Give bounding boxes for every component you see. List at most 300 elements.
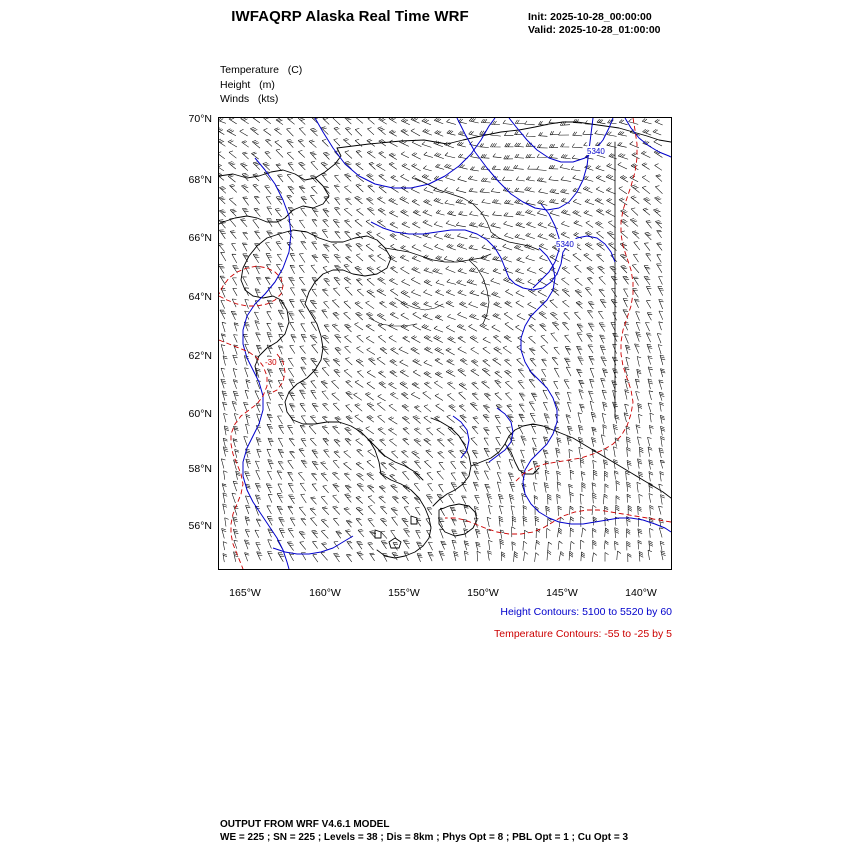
wind-barb (424, 152, 433, 158)
wind-barb (401, 245, 409, 251)
wind-barb (367, 403, 375, 411)
wind-barb (634, 242, 640, 250)
wind-barb (367, 290, 375, 298)
wind-barb (219, 152, 225, 159)
wind-barb (377, 403, 385, 411)
wind-barb (645, 232, 652, 240)
temp-label-1: -30 (265, 358, 277, 367)
wind-barb (648, 379, 653, 389)
wind-barb (605, 484, 609, 493)
wind-barb (518, 381, 524, 389)
wind-barb (536, 540, 540, 549)
wind-barb (649, 494, 653, 503)
wind-barb (482, 368, 490, 376)
wind-barb (491, 278, 501, 284)
wind-barb (526, 255, 535, 261)
wind-barb (569, 449, 573, 458)
wind-barb (454, 552, 459, 561)
wind-barb (517, 257, 525, 263)
wind-barb (287, 140, 294, 148)
wind-barb (604, 541, 608, 550)
wind-barb (458, 176, 467, 181)
wind-barb (537, 166, 547, 170)
wind-barb (279, 405, 283, 413)
wind-barb (497, 482, 501, 492)
wind-barb (646, 287, 651, 296)
wind-barb (278, 346, 283, 355)
wind-barb (601, 357, 607, 366)
wind-barb (599, 323, 605, 332)
wind-barb (356, 312, 363, 320)
wind-barb (379, 174, 387, 181)
wind-barb (332, 300, 339, 308)
wind-barb (411, 392, 420, 399)
wind-barb (278, 310, 284, 319)
wind-barb (558, 528, 563, 537)
wind-barb (566, 367, 571, 376)
wind-barb (381, 462, 387, 469)
wind-barb (458, 164, 468, 169)
wind-barb (367, 267, 375, 275)
wind-barb (333, 219, 340, 227)
wind-barb (228, 162, 235, 170)
wind-barb (321, 162, 328, 170)
wind-barb (268, 494, 272, 502)
wind-barb (458, 347, 467, 354)
wind-barb (300, 346, 306, 354)
wind-barb (578, 425, 583, 434)
wind-barb (244, 436, 248, 446)
wind-barb (562, 289, 570, 297)
wind-barb (504, 335, 512, 342)
wind-barb (299, 265, 304, 273)
wind-barb (484, 448, 490, 457)
wind-barb (333, 403, 339, 411)
wind-barb (356, 347, 363, 354)
wind-barb (356, 243, 363, 251)
wind-barb (434, 153, 444, 159)
wind-barb (312, 450, 318, 458)
wind-barb (333, 244, 339, 251)
wind-barb (514, 552, 518, 562)
wind-barb (378, 371, 385, 378)
wind-barb (334, 185, 340, 193)
wind-barb (345, 287, 352, 296)
wind-barb (595, 221, 603, 228)
wind-barb (311, 186, 317, 193)
wind-barb (357, 483, 364, 491)
wind-barb (427, 473, 433, 481)
wind-barb (322, 543, 328, 550)
wind-barb (344, 301, 351, 309)
wind-barb (245, 368, 249, 377)
wind-barb (236, 471, 241, 480)
wind-barb (481, 154, 490, 158)
wind-barb (548, 494, 552, 504)
wind-barb (224, 413, 228, 422)
wind-barb (424, 371, 432, 377)
wind-barb (589, 356, 595, 365)
wind-barb (233, 517, 238, 527)
wind-barb (288, 529, 294, 538)
wind-barb (621, 265, 628, 273)
wind-barb (515, 200, 524, 205)
wind-barb (581, 517, 585, 527)
wind-barb (646, 333, 651, 342)
wind-barb (310, 300, 317, 309)
wind-barb (445, 200, 455, 205)
wind-barb (504, 233, 513, 239)
wind-barb (575, 278, 583, 286)
wind-barb (480, 323, 489, 330)
wind-barb (555, 393, 560, 401)
wind-barb (287, 174, 293, 182)
wind-barb (313, 555, 318, 563)
wind-barb (646, 221, 652, 229)
wind-barb (345, 198, 351, 205)
wind-barb (487, 530, 491, 540)
wind-barb (644, 266, 650, 275)
wind-barb (501, 552, 505, 561)
wind-barb (482, 199, 491, 204)
wind-barb (377, 233, 385, 240)
wind-barb (580, 404, 585, 412)
y-tick-label-64n: 64°N (188, 291, 212, 303)
wind-barb (265, 139, 272, 146)
wind-barb (344, 336, 351, 343)
wind-barb (379, 496, 386, 503)
wind-barb (277, 506, 283, 514)
wind-barb (368, 118, 375, 124)
wind-barb (366, 324, 375, 331)
wind-barb (245, 390, 249, 399)
wind-barb (550, 189, 559, 194)
wind-barb (389, 439, 396, 446)
wind-barb (402, 496, 409, 504)
wind-barb (422, 119, 431, 125)
wind-barb (626, 437, 630, 447)
wind-barb (606, 188, 616, 194)
wind-barb (334, 439, 340, 446)
wind-barb (479, 268, 488, 274)
wind-barb (469, 268, 478, 273)
wind-barb (424, 347, 432, 353)
wind-barb (345, 494, 352, 503)
wind-barb (552, 357, 558, 365)
wind-barb (496, 404, 502, 411)
wind-barb (324, 450, 330, 458)
wind-barb (321, 496, 328, 504)
wind-barb (469, 118, 479, 123)
wind-barb (472, 451, 478, 459)
wind-barb (642, 163, 650, 170)
wind-barb (254, 208, 260, 216)
wind-barb (379, 151, 386, 158)
wind-barb (550, 300, 558, 308)
wind-barb (574, 312, 580, 320)
wind-barb (265, 277, 270, 285)
wind-barb (459, 383, 467, 390)
wind-barb (268, 438, 274, 446)
wind-barb (577, 333, 582, 342)
wind-barb (438, 451, 445, 458)
wind-barb (402, 222, 410, 228)
wind-barb (412, 302, 420, 308)
wind-barb (581, 472, 585, 481)
wind-barb (222, 484, 227, 493)
wind-barb (423, 392, 431, 400)
wind-barb (310, 508, 316, 516)
map-plot-area[interactable] (218, 117, 672, 570)
wind-barb (356, 279, 362, 286)
wind-barb (492, 199, 501, 204)
wind-barb (346, 391, 353, 399)
wind-barb (428, 484, 433, 491)
wind-barb (579, 390, 584, 400)
wind-barb (585, 231, 593, 238)
wind-barb (484, 438, 488, 446)
wind-barb (505, 393, 511, 401)
wind-barb (299, 128, 305, 136)
wind-barb (321, 473, 328, 481)
wind-barb (628, 506, 632, 516)
wind-barb (638, 529, 642, 538)
wind-barb (414, 428, 421, 435)
wind-barb (529, 348, 535, 355)
wind-barb (411, 277, 420, 284)
wind-barb (243, 334, 248, 343)
wind-barb (234, 323, 239, 332)
wind-barb (289, 300, 294, 308)
wind-barb (298, 472, 304, 480)
wind-barb (356, 150, 362, 157)
wind-barb (600, 299, 606, 307)
wind-barb (252, 118, 260, 123)
wind-barb (576, 301, 583, 308)
wind-barb (245, 496, 249, 504)
wind-barb (650, 505, 654, 515)
wind-barb (446, 175, 455, 181)
wind-barb (521, 436, 527, 446)
wind-barb (649, 426, 653, 435)
wind-barb (401, 186, 409, 193)
wind-barb (464, 541, 469, 550)
wind-barb (439, 485, 444, 493)
wind-barb (344, 174, 351, 182)
wind-barb (346, 380, 353, 387)
wind-barb (472, 393, 478, 400)
footer-line-1: OUTPUT FROM WRF V4.6.1 MODEL (220, 819, 390, 830)
wind-barb (605, 528, 609, 537)
wind-barb (267, 219, 273, 227)
wind-barb (613, 425, 618, 435)
wind-barb (502, 177, 512, 181)
wind-barb (355, 128, 362, 136)
wind-barb (458, 368, 466, 376)
wind-barb (257, 552, 263, 561)
x-tick-label-145w: 145°W (546, 587, 578, 599)
wind-barb (279, 358, 285, 367)
wind-barb (389, 463, 397, 471)
wind-barb (413, 359, 422, 366)
wind-barb (470, 402, 478, 410)
wind-barb (311, 497, 317, 504)
wind-barb (636, 391, 640, 400)
wind-barb (546, 506, 550, 515)
wind-barb (547, 528, 551, 538)
wind-barb (344, 208, 352, 216)
wind-barb (504, 213, 513, 217)
wind-barb (276, 242, 282, 250)
wind-barb (312, 345, 318, 354)
wind-barb (481, 119, 490, 123)
wind-barb (655, 119, 663, 125)
wind-barb (403, 336, 410, 342)
wind-barb (557, 471, 561, 481)
wind-barb (625, 345, 630, 354)
wind-barb (379, 186, 387, 193)
wind-barb (222, 391, 227, 401)
wind-barb (267, 333, 273, 343)
wind-barb (287, 542, 294, 551)
wind-barb (469, 222, 478, 227)
wind-barb (434, 326, 443, 332)
wind-barb (279, 529, 285, 538)
wind-barb (630, 142, 639, 148)
wind-barb (526, 233, 535, 239)
wind-barb (266, 197, 271, 205)
wind-barb (483, 337, 491, 343)
wind-barb (333, 312, 340, 319)
wind-barb (227, 129, 236, 136)
wind-barb (656, 175, 662, 182)
wind-barb (358, 530, 364, 538)
wind-barb (549, 233, 558, 240)
wind-barb (278, 461, 283, 469)
wind-barb (643, 208, 650, 215)
wind-barb (519, 414, 525, 422)
wind-barb (402, 472, 409, 480)
wind-barb (400, 267, 409, 274)
wind-barb (447, 359, 455, 365)
wind-barb (355, 118, 363, 123)
wind-barb (565, 335, 571, 343)
wind-barb (526, 222, 535, 228)
wind-barb (550, 131, 559, 135)
wind-barb (660, 355, 665, 365)
wind-barb (275, 141, 282, 148)
wind-barb (533, 461, 538, 470)
wind-barb (366, 336, 374, 343)
wind-barb (355, 415, 363, 422)
wind-barb (529, 336, 536, 343)
wind-barb (485, 484, 491, 492)
wind-barb (567, 392, 571, 401)
y-tick-label-70n: 70°N (188, 113, 212, 125)
wind-barb (392, 517, 398, 526)
wind-barb (223, 554, 227, 563)
wind-barb (400, 360, 409, 367)
wind-barb (660, 541, 664, 550)
wind-barb (659, 506, 663, 514)
wind-barb (309, 140, 316, 148)
wind-barb (548, 542, 552, 551)
wind-barb (321, 462, 328, 470)
wind-barb (322, 426, 329, 434)
wind-barb (333, 495, 340, 503)
wind-barb (267, 300, 273, 308)
wind-barb (232, 402, 237, 412)
wind-barb (424, 382, 431, 389)
wind-barb (380, 506, 387, 514)
wind-barb (655, 221, 662, 229)
wind-barb (333, 118, 340, 125)
wind-barb (586, 221, 593, 228)
wind-barb (604, 471, 608, 481)
wind-barb (256, 277, 261, 285)
wind-barb (504, 221, 513, 227)
wind-barb (630, 218, 638, 226)
wind-barb (581, 552, 585, 561)
wind-barb (515, 325, 523, 332)
wind-barb (603, 369, 608, 378)
wind-barb (531, 425, 536, 434)
wind-barb (355, 266, 363, 274)
wind-barb (480, 143, 489, 147)
wind-barb (241, 118, 249, 124)
wind-barb (324, 301, 330, 308)
wind-barb (426, 450, 433, 458)
wind-barb (447, 130, 456, 135)
wind-barb (447, 244, 456, 250)
wind-barb (435, 130, 444, 136)
wind-barb (659, 299, 664, 309)
wind-barb (584, 176, 594, 181)
wind-barb (444, 256, 454, 261)
wind-barb (570, 470, 574, 480)
wind-barb (368, 542, 374, 550)
wind-barb (245, 472, 251, 481)
wind-barb (596, 175, 605, 182)
wind-barb (299, 449, 305, 457)
wind-barb (241, 185, 248, 193)
wind-barb (579, 380, 585, 388)
wind-barb (611, 300, 617, 308)
wind-barb (246, 380, 251, 389)
wind-barb (631, 185, 639, 193)
wind-barb (424, 405, 431, 412)
wind-barb (389, 198, 398, 205)
wind-barb (219, 197, 225, 204)
wind-barb (321, 381, 328, 389)
wind-barb (299, 507, 306, 516)
wind-barb (636, 322, 640, 331)
temperature-contour-labels (265, 357, 279, 367)
wind-barb (322, 335, 329, 343)
wind-barb (511, 506, 515, 516)
wind-barb (310, 438, 316, 446)
wind-barb (459, 211, 468, 216)
wind-barb (379, 118, 387, 124)
wind-barb (626, 426, 630, 435)
wind-barb (255, 495, 260, 504)
wind-barb (578, 413, 582, 423)
wind-barb (290, 518, 295, 526)
wind-barb (523, 541, 527, 550)
wind-barb (637, 357, 641, 367)
wind-barb (446, 370, 455, 377)
wind-barb (588, 345, 593, 353)
